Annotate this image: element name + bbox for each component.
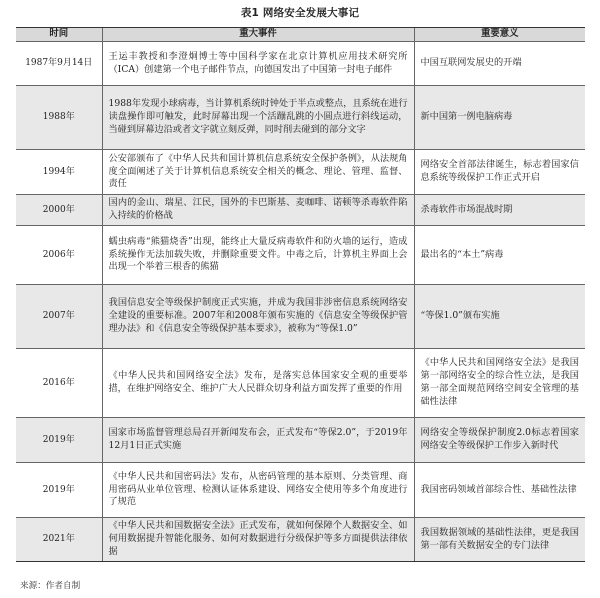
header-event: 重大事件 bbox=[102, 28, 414, 42]
row-meaning: 杀毒软件市场混战时期 bbox=[414, 195, 585, 226]
row-event: 公安部颁布了《中华人民共和国计算机信息系统安全保护条例》，从法规角度全面阐述了关于计算机信息系统安全相关的概念、理论、管理、监督、责任 bbox=[102, 150, 414, 195]
events-table bbox=[16, 27, 585, 562]
row-time: 2021年 bbox=[16, 518, 102, 562]
table-row bbox=[16, 42, 585, 86]
header-meaning: 重要意义 bbox=[414, 28, 585, 42]
table-row bbox=[16, 150, 585, 195]
row-time: 1987年9月14日 bbox=[16, 42, 102, 86]
row-event: 《中华人民共和国数据安全法》正式发布，就如何保障个人数据安全、如何用数据提升智能化服务、如何对数据进行分级保护等多方面提供法律依据 bbox=[102, 518, 414, 562]
row-time: 2016年 bbox=[16, 349, 102, 418]
row-event: 《中华人民共和国密码法》发布，从密码管理的基本原则、分类管理、商用密码从业单位管理、检测认证体系建设、网络安全使用等多个角度进行了规范 bbox=[102, 463, 414, 518]
table-row bbox=[16, 349, 585, 418]
row-time: 2007年 bbox=[16, 285, 102, 349]
table-title: 表1 网络安全发展大事记 bbox=[240, 7, 360, 19]
row-meaning: 最出名的“本土”病毒 bbox=[414, 226, 585, 285]
row-time: 2006年 bbox=[16, 226, 102, 285]
row-meaning: 我国数据领域的基础性法律，更是我国第一部有关数据安全的专门法律 bbox=[414, 518, 585, 562]
table-row bbox=[16, 463, 585, 518]
row-meaning: 中国互联网发展史的开端 bbox=[414, 42, 585, 86]
row-time: 1988年 bbox=[16, 86, 102, 150]
row-time: 2019年 bbox=[16, 463, 102, 518]
header-time: 时间 bbox=[16, 28, 102, 42]
row-meaning: “等保1.0”颁布实施 bbox=[414, 285, 585, 349]
header-row bbox=[16, 28, 585, 42]
row-meaning: 新中国第一例电脑病毒 bbox=[414, 86, 585, 150]
row-event: 国家市场监督管理总局召开新闻发布会，正式发布“等保2.0”，于2019年12月1日正式实施 bbox=[102, 418, 414, 463]
table-row bbox=[16, 285, 585, 349]
table-row bbox=[16, 195, 585, 226]
row-event: 王运丰教授和李澄炯博士等中国科学家在北京计算机应用技术研究所（ICA）创建第一个电子邮件节点，向德国发出了中国第一封电子邮件 bbox=[102, 42, 414, 86]
row-event: 国内的金山、瑞星、江民，国外的卡巴斯基、麦咖啡、诺顿等杀毒软件陷入持续的价格战 bbox=[102, 195, 414, 226]
table-row bbox=[16, 226, 585, 285]
row-time: 1994年 bbox=[16, 150, 102, 195]
row-event: 蠕虫病毒“熊猫烧香”出现，能终止大量反病毒软件和防火墙的运行，造成系统操作无法加载失败，并删除重要文件。中毒之后，计算机主界面上会出现一个举着三根香的熊猫 bbox=[102, 226, 414, 285]
row-meaning: 网络安全首部法律诞生，标志着国家信息系统等级保护工作正式开启 bbox=[414, 150, 585, 195]
table-row bbox=[16, 518, 585, 562]
table-row bbox=[16, 418, 585, 463]
row-meaning: 《中华人民共和国网络安全法》是我国第一部网络安全的综合性立法，是我国第一部全面规范网络空间安全管理的基础性法律 bbox=[414, 349, 585, 418]
source-note: 来源：作者自制 bbox=[20, 581, 81, 591]
row-meaning: 网络安全等级保护制度2.0标志着国家网络安全等级保护工作步入新时代 bbox=[414, 418, 585, 463]
table-row bbox=[16, 86, 585, 150]
row-event: 《中华人民共和国网络安全法》发布，是落实总体国家安全观的重要举措，在维护网络安全、维护广大人民群众切身利益方面发挥了重要的作用 bbox=[102, 349, 414, 418]
row-event: 1988年发现小球病毒，当计算机系统时钟处于半点或整点，且系统在进行读盘操作即可触发，此时屏幕出现一个活蹦乱跳的小圆点进行斜线运动，当碰到屏幕边沿或者文字就立刻反弹，同时削去碰到的部分文字 bbox=[102, 86, 414, 150]
row-time: 2019年 bbox=[16, 418, 102, 463]
row-event: 我国信息安全等级保护制度正式实施，并成为我国非涉密信息系统网络安全建设的重要标准。2007年和2008年颁布实施的《信息安全等级保护管理办法》和《信息安全等级保护基本要求》，被称为“等保1.0” bbox=[102, 285, 414, 349]
row-time: 2000年 bbox=[16, 195, 102, 226]
row-meaning: 我国密码领域首部综合性、基础性法律 bbox=[414, 463, 585, 518]
